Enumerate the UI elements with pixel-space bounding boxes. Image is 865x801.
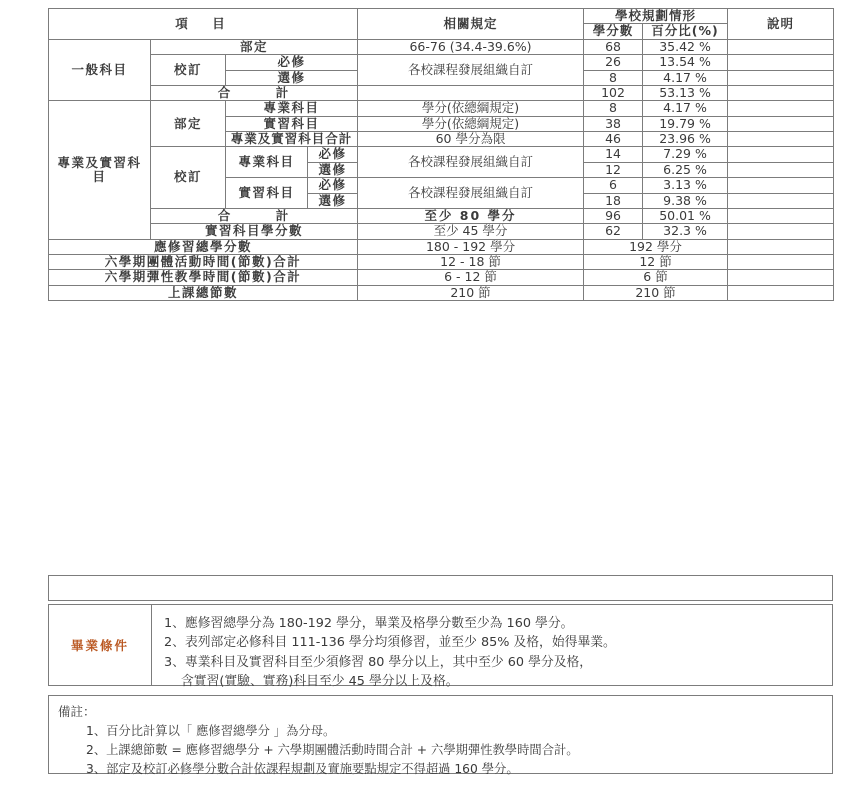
cell-regulation: 66-76 (34.4-39.6%) <box>358 39 584 54</box>
header-school-plan: 學校規劃情形 <box>584 9 728 24</box>
cell-percent: 4.17 % <box>643 101 728 116</box>
cell-value: 6 節 <box>584 270 728 285</box>
remark-title: 備註： <box>58 704 96 719</box>
label-summary: 六學期彈性教學時間(節數)合計 <box>49 270 358 285</box>
cell-regulation: 學分(依總綱規定) <box>358 101 584 116</box>
cell-credits: 102 <box>584 85 643 100</box>
cell-value: 192 學分 <box>584 239 728 254</box>
cell-note <box>728 132 834 147</box>
cell-percent: 53.13 % <box>643 85 728 100</box>
cell-regulation: 210 節 <box>358 285 584 300</box>
cell-credits: 62 <box>584 224 643 239</box>
cell-regulation: 各校課程發展組織自訂 <box>358 178 584 209</box>
label-general-ministry: 部定 <box>151 39 358 54</box>
label-pro-school: 校訂 <box>151 147 226 209</box>
label-pro-required: 必修 <box>308 147 358 162</box>
label-general-subjects: 一般科目 <box>49 39 151 101</box>
graduation-label-cell <box>49 605 152 685</box>
label-general-elective: 選修 <box>226 70 358 85</box>
label-pro-subject: 專業科目 <box>226 147 308 178</box>
cell-regulation: 各校課程發展組織自訂 <box>358 147 584 178</box>
row-total-periods <box>49 285 834 300</box>
label-general-school: 校訂 <box>151 55 226 86</box>
header-percent: 百分比(%) <box>643 24 728 39</box>
cell-note <box>728 55 834 70</box>
cell-credits: 18 <box>584 193 643 208</box>
graduation-line: 2、表列部定必修科目 111-136 學分均須修習，並至少 85% 及格，始得畢業。 <box>164 635 616 651</box>
remark-line: 1、百分比計算以「 應修習總學分 」為分母。 <box>86 724 336 738</box>
cell-credits: 8 <box>584 101 643 116</box>
cell-credits: 14 <box>584 147 643 162</box>
cell-credits: 68 <box>584 39 643 54</box>
cell-credits: 12 <box>584 162 643 177</box>
cell-note <box>728 101 834 116</box>
table-header-row <box>49 9 834 24</box>
cell-regulation: 180 - 192 學分 <box>358 239 584 254</box>
cell-percent: 9.38 % <box>643 193 728 208</box>
remark-line: 2、上課總節數 = 應修習總學分 + 六學期團體活動時間合計 + 六學期彈性教學時間合計。 <box>86 743 579 758</box>
cell-percent: 3.13 % <box>643 178 728 193</box>
cell-credits: 38 <box>584 116 643 131</box>
label-practice-elective: 選修 <box>308 193 358 208</box>
cell-note <box>728 116 834 131</box>
cell-regulation <box>358 85 584 100</box>
cell-regulation: 至少 45 學分 <box>358 224 584 239</box>
remark-line: 3、部定及校訂必修學分數合計依課程規劃及實施要點規定不得超過 160 學分。 <box>86 762 519 777</box>
graduation-line: 3、專業科目及實習科目至少須修習 80 學分以上，其中至少 60 學分及格， <box>164 654 593 670</box>
label-pro-practice-total: 專業及實習科目合計 <box>226 132 358 147</box>
row-practice-credits <box>49 224 834 239</box>
remark-box <box>48 695 833 777</box>
cell-note <box>728 255 834 270</box>
cell-credits: 6 <box>584 178 643 193</box>
row-general-total <box>49 85 834 100</box>
curriculum-credit-table <box>48 8 834 301</box>
label-summary: 上課總節數 <box>49 285 358 300</box>
label-general-required: 必修 <box>226 55 358 70</box>
cell-percent: 7.29 % <box>643 147 728 162</box>
graduation-line: 含實習(實驗、實務)科目至少 45 學分以上及格。 <box>181 674 459 690</box>
header-credits: 學分數 <box>584 24 643 39</box>
graduation-label: 畢業條件 <box>70 638 129 653</box>
cell-regulation: 6 - 12 節 <box>358 270 584 285</box>
label-pro-elective: 選修 <box>308 162 358 177</box>
label-general-total: 合 計 <box>151 85 358 100</box>
row-flexible-teaching <box>49 270 834 285</box>
label-pro-total: 合 計 <box>151 208 358 223</box>
table-spacer-strip <box>48 575 833 601</box>
cell-note <box>728 208 834 223</box>
label-summary: 應修習總學分數 <box>49 239 358 254</box>
cell-percent: 13.54 % <box>643 55 728 70</box>
cell-regulation: 學分(依總綱規定) <box>358 116 584 131</box>
cell-note <box>728 147 834 162</box>
graduation-conditions-list <box>152 605 832 690</box>
cell-regulation: 至少 80 學分 <box>358 208 584 223</box>
header-item: 項 目 <box>49 9 358 40</box>
label-professional-subjects: 專業及實習科目 <box>49 101 151 239</box>
cell-regulation: 各校課程發展組織自訂 <box>358 55 584 86</box>
row-general-ministry <box>49 39 834 54</box>
cell-value: 210 節 <box>584 285 728 300</box>
cell-note <box>728 224 834 239</box>
label-practice-subject: 實習科目 <box>226 178 308 209</box>
label-summary: 六學期團體活動時間(節數)合計 <box>49 255 358 270</box>
cell-note <box>728 239 834 254</box>
cell-note <box>728 39 834 54</box>
cell-regulation: 60 學分為限 <box>358 132 584 147</box>
header-regulation: 相關規定 <box>358 9 584 40</box>
row-general-school-required <box>49 55 834 70</box>
graduation-conditions-box <box>48 604 833 690</box>
cell-value: 12 節 <box>584 255 728 270</box>
cell-percent: 32.3 % <box>643 224 728 239</box>
row-pro-ministry-subject <box>49 101 834 116</box>
cell-percent: 23.96 % <box>643 132 728 147</box>
cell-note <box>728 162 834 177</box>
cell-credits: 26 <box>584 55 643 70</box>
cell-note <box>728 270 834 285</box>
cell-credits: 8 <box>584 70 643 85</box>
cell-regulation: 12 - 18 節 <box>358 255 584 270</box>
graduation-line: 1、應修習總學分為 180-192 學分，畢業及格學分數至少為 160 學分。 <box>164 616 574 631</box>
header-note: 說明 <box>728 9 834 40</box>
row-total-credits <box>49 239 834 254</box>
cell-credits: 46 <box>584 132 643 147</box>
cell-percent: 50.01 % <box>643 208 728 223</box>
label-pro-ministry: 部定 <box>151 101 226 147</box>
cell-credits: 96 <box>584 208 643 223</box>
label-practice-subject: 實習科目 <box>226 116 358 131</box>
cell-note <box>728 70 834 85</box>
cell-percent: 19.79 % <box>643 116 728 131</box>
cell-note <box>728 178 834 193</box>
cell-percent: 35.42 % <box>643 39 728 54</box>
label-practice-credits: 實習科目學分數 <box>151 224 358 239</box>
cell-percent: 6.25 % <box>643 162 728 177</box>
cell-note <box>728 193 834 208</box>
label-practice-required: 必修 <box>308 178 358 193</box>
row-pro-school-subject-required <box>49 147 834 162</box>
cell-percent: 4.17 % <box>643 70 728 85</box>
row-pro-total <box>49 208 834 223</box>
cell-note <box>728 85 834 100</box>
label-pro-subject: 專業科目 <box>226 101 358 116</box>
cell-note <box>728 285 834 300</box>
row-group-activity <box>49 255 834 270</box>
